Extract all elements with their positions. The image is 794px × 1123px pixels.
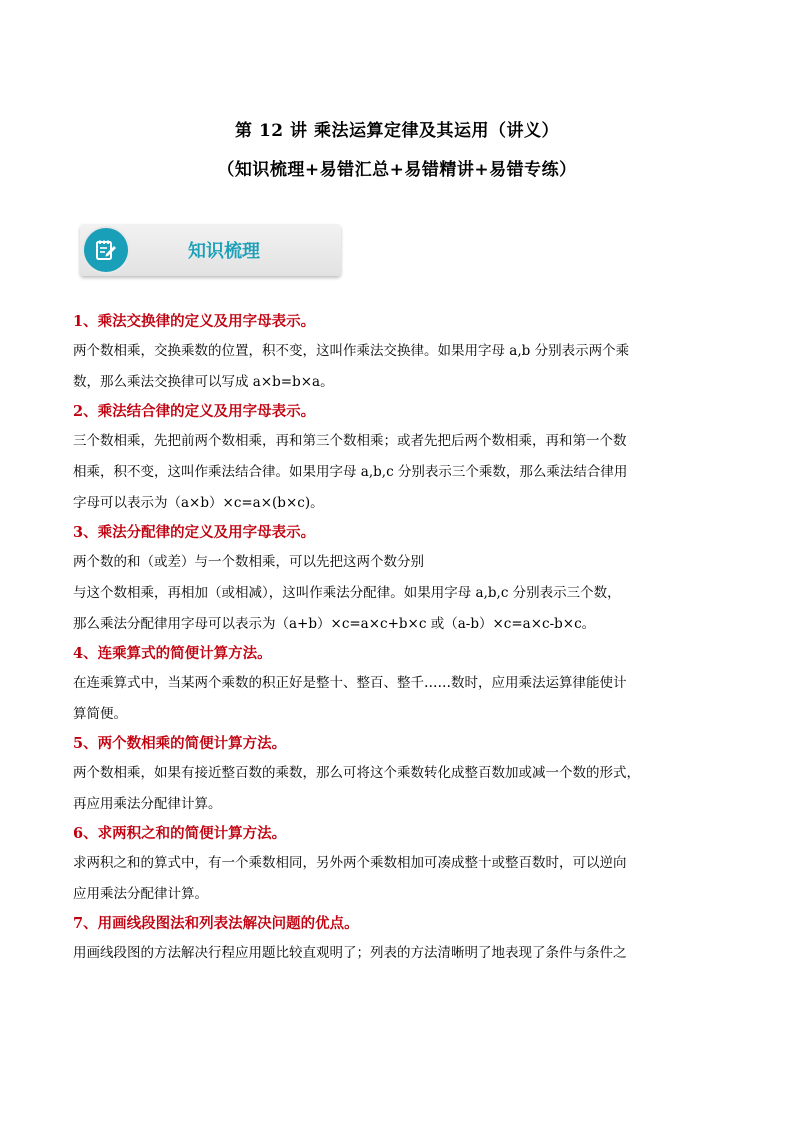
section-line: 两个数相乘，如果有接近整百数的乘数，那么可将这个乘数转化成整百数加或减一个数的形式， [73, 765, 640, 781]
section-line: 再应用乘法分配律计算。 [73, 796, 222, 812]
section [73, 730, 733, 820]
section-heading: 4、连乘算式的简便计算方法。 [73, 645, 272, 662]
section-line: 在连乘算式中，当某两个乘数的积正好是整十、整百、整千……数时，应用乘法运算律能使计 [73, 675, 627, 691]
section-line: 与这个数相乘，再相加（或相减），这叫作乘法分配律。如果用字母 a,b,c 分别表示三个数， [73, 585, 621, 601]
section-line: 相乘，积不变，这叫作乘法结合律。如果用字母 a,b,c 分别表示三个乘数，那么乘法结合律用 [73, 464, 628, 480]
section [73, 519, 733, 640]
section-banner [80, 224, 341, 276]
section-line: 那么乘法分配律用字母可以表示为（a+b）×c=a×c+b×c 或（a-b）×c=a×c-b×c。 [73, 616, 596, 632]
page-subtitle: （知识梳理+易错汇总+易错精讲+易错专练） [217, 160, 577, 180]
section-heading: 7、用画线段图法和列表法解决问题的优点。 [73, 915, 359, 932]
section-heading: 6、求两积之和的简便计算方法。 [73, 825, 287, 842]
section-line: 数，那么乘法交换律可以写成 a×b=b×a。 [73, 374, 334, 390]
section-line: 两个数的和（或差）与一个数相乘，可以先把这两个数分别 [73, 554, 424, 570]
section-line: 求两积之和的算式中，有一个乘数相同，另外两个乘数相加可凑成整十或整百数时，可以逆向 [73, 855, 627, 871]
section-heading: 5、两个数相乘的简便计算方法。 [73, 735, 287, 752]
badge-circle [84, 228, 128, 272]
page-title: 第 12 讲 乘法运算定律及其运用（讲义） [235, 121, 559, 141]
section [73, 820, 733, 910]
section-heading: 1、乘法交换律的定义及用字母表示。 [73, 313, 316, 330]
section [73, 308, 733, 398]
knowledge-content [73, 308, 733, 969]
section-line: 应用乘法分配律计算。 [73, 886, 208, 902]
section-heading: 3、乘法分配律的定义及用字母表示。 [73, 524, 316, 541]
section-line: 用画线段图的方法解决行程应用题比较直观明了；列表的方法清晰明了地表现了条件与条件之 [73, 945, 627, 961]
section-line: 算简便。 [73, 706, 127, 722]
banner-label: 知识梳理 [188, 241, 260, 262]
section-line: 字母可以表示为（a×b）×c=a×(b×c)。 [73, 495, 324, 511]
section [73, 398, 733, 519]
section-heading: 2、乘法结合律的定义及用字母表示。 [73, 403, 316, 420]
section-line: 三个数相乘，先把前两个数相乘，再和第三个数相乘；或者先把后两个数相乘，再和第一个数 [73, 433, 627, 449]
section [73, 910, 733, 969]
section-line: 两个数相乘，交换乘数的位置，积不变，这叫作乘法交换律。如果用字母 a,b 分别表示两个乘 [73, 343, 630, 359]
section [73, 640, 733, 730]
notepad-pencil-icon [94, 238, 118, 262]
